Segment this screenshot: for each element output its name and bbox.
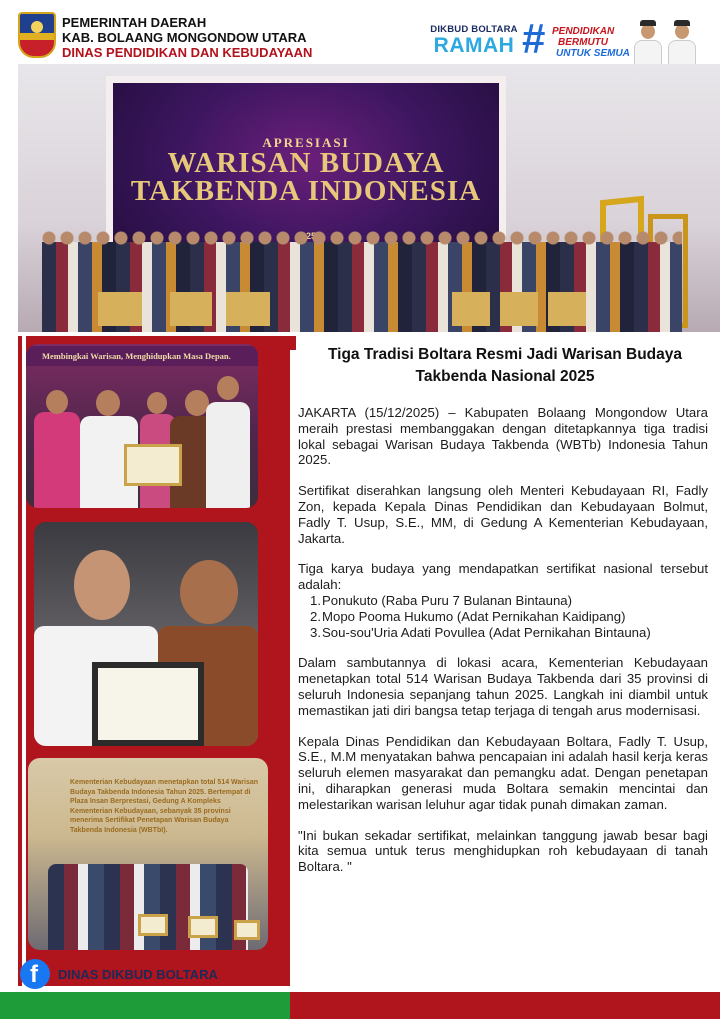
motto [552, 26, 630, 59]
article-quote: "Ini bukan sekadar sertifikat, melainkan tanggung jawab besar bagi kita semua untuk terus menghidupkan roh kebudayaan di tanah Boltara. " [298, 827, 708, 875]
list-item-number: 2. [310, 608, 321, 624]
header [0, 0, 720, 72]
motto-line-2: BERMUTU [558, 37, 608, 48]
facebook-icon[interactable] [20, 959, 50, 989]
gov-line-1: PEMERINTAH DAERAH [62, 15, 207, 30]
person-figure [204, 368, 252, 508]
list-item-number: 3. [310, 624, 321, 640]
group-figures [48, 864, 248, 950]
article-paragraph: Kepala Dinas Pendidikan dan Kebudayaan Boltara, Fadly T. Usup, S.E., M.M menyatakan bahwa pencapaian ini adalah hasil kerja keras seluruh elemen masyarakat dan pemangku adat. Dengan penetapan ini, diharapkan generasi muda Boltara semakin mencintai dan melestarikan warisan leluhur agar tidak punah dimakan zaman. [298, 733, 708, 812]
gov-line-3: DINAS PENDIDIKAN DAN KEBUDAYAAN [62, 45, 313, 60]
photo-banner-text: Membingkai Warisan, Menghidupkan Masa Depan. [26, 346, 258, 366]
certificate [124, 444, 182, 486]
motto-line-3: UNTUK SEMUA [556, 48, 630, 59]
list-item [298, 609, 708, 625]
article-paragraph: Dalam sambutannya di lokasi acara, Kementerian Kebudayaan menetapkan total 514 Warisan Budaya Takbenda dari 35 provinsi di seluruh Indonesia sepanjang tahun 2025. Langkah ini diambil untuk memastikan jati diri bangsa tetap terjaga di tengah arus modernisasi. [298, 655, 708, 718]
photo-group-certificates [28, 758, 268, 950]
certificate [92, 662, 204, 746]
certificate [234, 920, 260, 940]
list-item-text: Sou-sou'Uria Adati Povullea (Adat Pernikahan Bintauna) [322, 624, 651, 640]
list-item-text: Mopo Pooma Hukumo (Adat Pernikahan Kaidipang) [322, 608, 626, 624]
photo-selfie-with-certificate [34, 522, 258, 746]
list-item-number: 1. [310, 592, 321, 608]
certificate [138, 914, 168, 936]
gov-line-2: KAB. BOLAANG MONGONDOW UTARA [62, 30, 307, 45]
article-paragraph: Sertifikat diserahkan langsung oleh Menteri Kebudayaan RI, Fadly Zon, kepada Kepala Dinas Pendidikan dan Kebudayaan Bolmut, Fadly T. Usup, S.E., MM, di Gedung A Kementerian Kebudayaan, Jakarta. [298, 483, 708, 546]
left-stripe [18, 336, 22, 986]
ramah-logo-small: DIKBUD BOLTARA [430, 24, 518, 35]
footer-green-bar [0, 992, 290, 1019]
tradition-list [298, 593, 708, 640]
photo-caption: Kementerian Kebudayaan menetapkan total 514 Warisan Budaya Takbenda Indonesia Tahun 2025. Bertempat di Plaza Insan Berprestasi, Gedung A Kompleks Kementerian Kebudayaan, sebanyak 35 provinsi menerima Sertifikat Penetapan Warisan Budaya Takbenda Indonesia (WBTbI). [70, 779, 259, 834]
list-item [298, 593, 708, 609]
article-paragraph: JAKARTA (15/12/2025) – Kabupaten Bolaang Mongondow Utara meraih prestasi membanggakan dengan ditetapkannya tiga tradisi lokal sebagai Warisan Budaya Takbenda (WBTb) Indonesia Tahun 2025. [298, 405, 708, 468]
hashtag-icon: # [522, 15, 546, 62]
hero-photo [18, 64, 720, 332]
article-title: Tiga Tradisi Boltara Resmi Jadi Warisan Budaya Takbenda Nasional 2025 [327, 346, 683, 385]
government-title [62, 15, 312, 60]
facebook-link[interactable] [20, 958, 218, 990]
motto-line-1: PENDIDIKAN [552, 26, 615, 37]
facebook-page-label[interactable]: DINAS DIKBUD BOLTARA [58, 966, 218, 982]
footer-red-bar [290, 992, 720, 1019]
certificates-row [92, 292, 592, 326]
list-item-text: Ponukuto (Raba Puru 7 Bulanan Bintauna) [322, 592, 573, 608]
certificate [188, 916, 218, 938]
article-body [298, 405, 708, 875]
person-figure [32, 372, 82, 508]
article-paragraph: Tiga karya budaya yang mendapatkan sertifikat nasional tersebut adalah: [298, 561, 708, 593]
ramah-logo-big: RAMAH [433, 34, 515, 57]
list-item [298, 625, 708, 641]
backdrop-line-2: WARISAN BUDAYA TAKBENDA INDONESIA [130, 147, 482, 207]
photo-certificate-handover [26, 344, 258, 508]
regency-crest-icon [18, 12, 56, 58]
left-margin [0, 336, 26, 986]
backdrop-line-1: APRESIASI [262, 135, 350, 150]
ramah-logo [428, 24, 520, 57]
